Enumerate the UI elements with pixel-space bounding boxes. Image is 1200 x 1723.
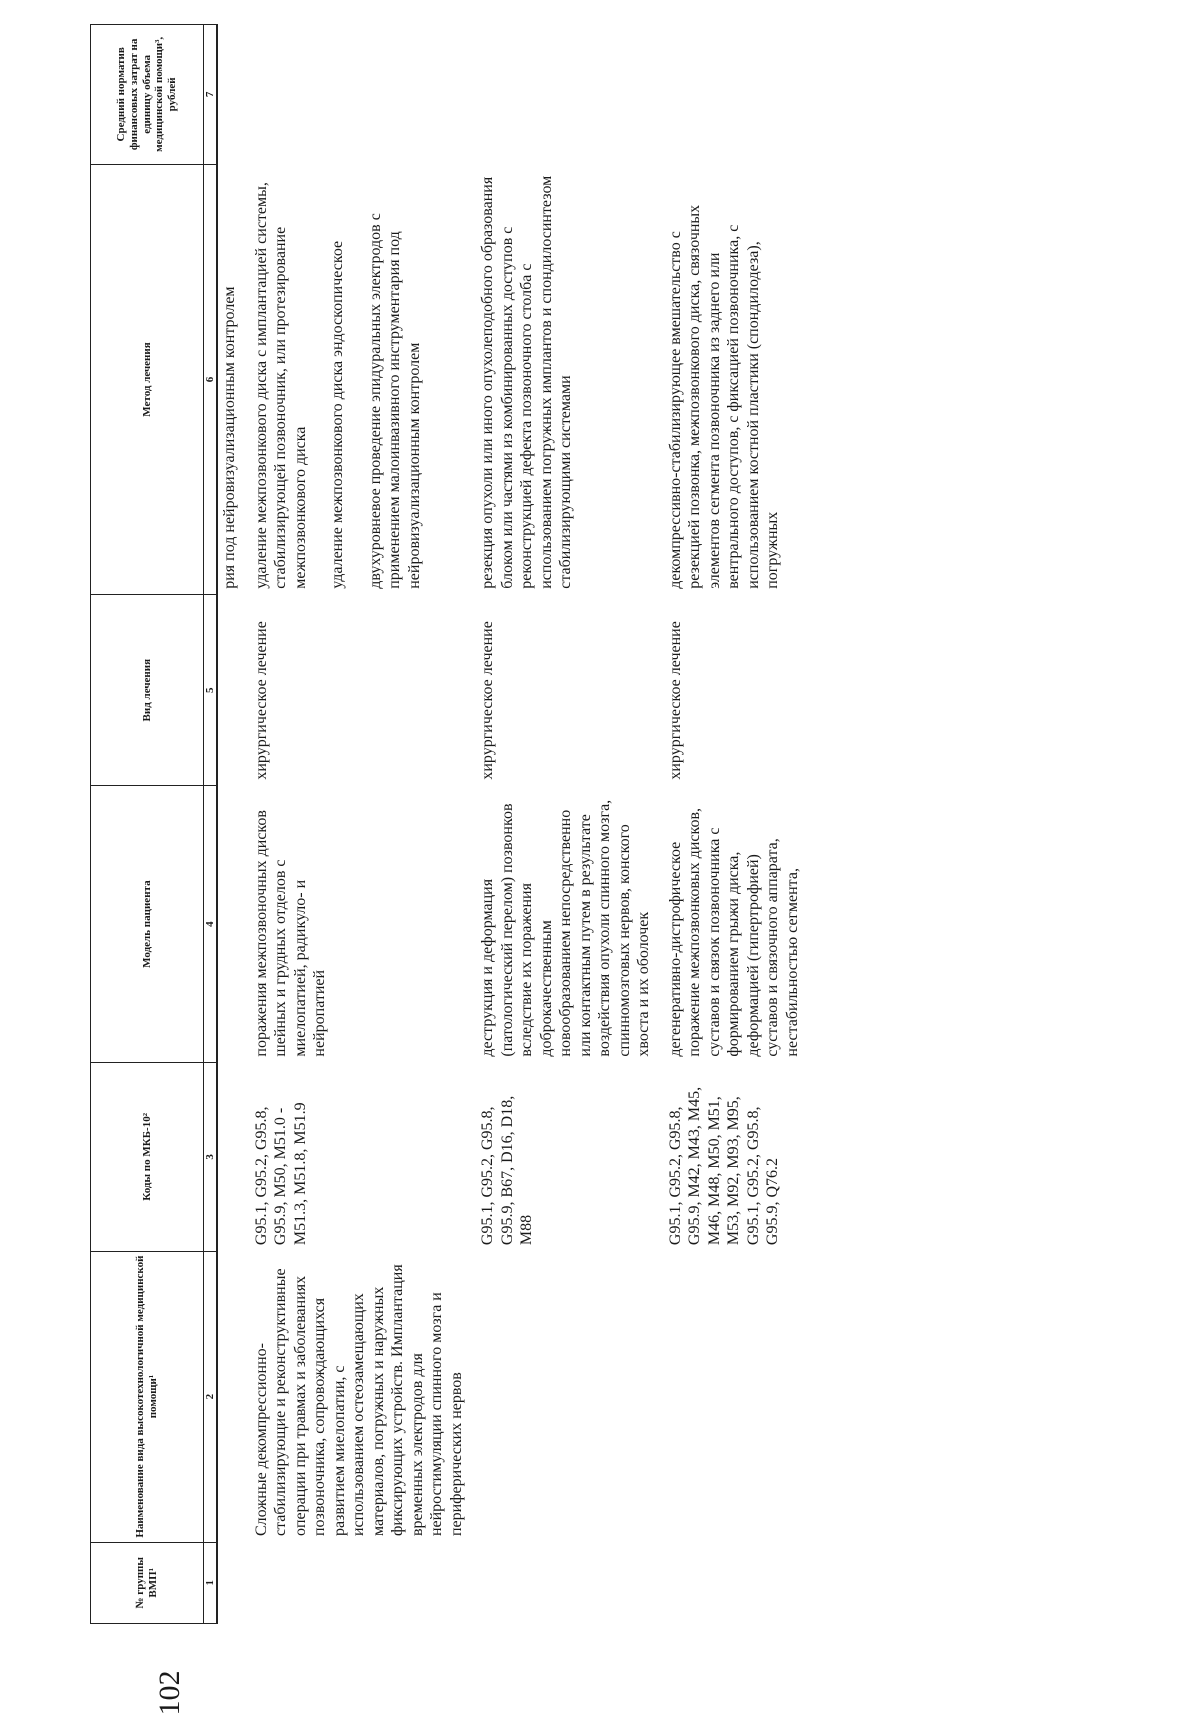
column-number: 6 xyxy=(204,164,218,595)
column-number: 2 xyxy=(204,1251,218,1542)
treatment-type: хирургическое лечение xyxy=(666,621,684,780)
header-row xyxy=(91,25,204,1624)
treatment-method: удаление межпозвонкового диска эндоскопическое xyxy=(329,240,347,589)
vmp-name xyxy=(468,1251,656,1542)
page-number: 102 xyxy=(153,1670,186,1716)
continuation-row xyxy=(217,25,242,1624)
vmp-name xyxy=(656,1251,805,1542)
group-number xyxy=(656,1542,805,1623)
patient-model: деструкция и деформация (патологический перелом) позвонков вследствие их поражения доброкачественным новообразованием непосредственно или контактным путем в результате воздействия опухоли спинного мозга, спинномозговых нервов, конского хвоста и их оболочек xyxy=(479,799,653,1057)
column-number: 3 xyxy=(204,1063,218,1252)
patient-model: поражения межпозвоночных дисков шейных и грудных отделов с миелопатией, радикуло- и нейропатией xyxy=(252,810,329,1057)
treatment-method: двухуровневое проведение эпидуральных электродов с применением малоинвазивного инструментария под нейровизуализационным контролем xyxy=(366,213,423,589)
header-treatment-type: Вид лечения xyxy=(91,595,204,786)
header-patient-model: Модель пациента xyxy=(91,786,204,1063)
column-number: 1 xyxy=(204,1542,218,1623)
icd-codes: G95.1, G95.2, G95.8, G95.9, M50, M51.0 - M51.3, M51.8, M51.9 xyxy=(252,1102,309,1246)
vmp-table xyxy=(90,24,804,1624)
treatment-type: хирургическое лечение xyxy=(479,621,497,780)
column-number-row xyxy=(204,25,218,1624)
average-cost xyxy=(468,25,656,165)
treatment-method: удаление межпозвонкового диска с имплантацией системы, стабилизирующей позвоночник, или протезирование межпозвонкового диска xyxy=(252,182,309,589)
continuation-method: рия под нейровизуализационным контролем xyxy=(221,286,238,589)
treatment-methods xyxy=(656,164,805,595)
treatment-method: декомпрессивно-стабилизирующее вмешательство с резекцией позвонка, межпозвонкового диска, связочных элементов сегмента позвоночника из заднего или вентрального доступов, с фиксацией позвоночника, с использованием костной пластики (спондилодеза), погружных xyxy=(666,204,782,589)
treatment-methods xyxy=(468,164,656,595)
icd-codes: G95.1, G95.2, G95.8, G95.9, M42, M43, M45, M46, M48, M50, M51, M53, M92, M93, M95, G95.1, G95.2, G95.8, G95.9, Q76.2 xyxy=(666,1086,782,1246)
treatment-type: хирургическое лечение xyxy=(252,621,270,780)
treatment-methods xyxy=(242,164,469,595)
column-number: 4 xyxy=(204,786,218,1063)
treatment-method: резекция опухоли или иного опухолеподобного образования блоком или частями из комбинированных доступов с реконструкцией дефекта позвоночного столба с использованием погружных имплантов и спондилосинтезом стабилизирующими системами xyxy=(479,175,575,589)
average-cost xyxy=(242,25,469,165)
header-average-cost: Средний норматив финансовых затрат на единицу объема медицинской помощи³, рублей xyxy=(91,25,204,165)
group-number xyxy=(468,1542,656,1623)
header-treatment-method: Метод лечения xyxy=(91,164,204,595)
table-row xyxy=(468,25,656,1624)
header-icd-codes: Коды по МКБ-10² xyxy=(91,1063,204,1252)
table-row xyxy=(242,25,469,1624)
icd-codes: G95.1, G95.2, G95.8, G95.9, B67, D16, D18, M88 xyxy=(479,1095,536,1246)
column-number: 7 xyxy=(204,25,218,165)
column-number: 5 xyxy=(204,595,218,786)
table-row xyxy=(656,25,805,1624)
average-cost xyxy=(656,25,805,165)
vmp-name: Сложные декомпрессионно-стабилизирующие и реконструктивные операции при травмах и заболеваниях позвоночника, сопровождающихся развитием миелопатии, с использованием остеозамещающих материалов, погружных и наружных фиксирующих устройств. Имплантация временных электродов для нейростимуляции спинного мозга и периферических нервов xyxy=(252,1264,465,1537)
header-vmp-name: Наименование вида высокотехнологичной медицинской помощи¹ xyxy=(91,1251,204,1542)
header-group-no: № группы ВМП¹ xyxy=(91,1542,204,1623)
group-number xyxy=(242,1542,469,1623)
patient-model: дегенеративно-дистрофическое поражение межпозвонковых дисков, суставов и связок позвоночника с формированием грыжи диска, деформацией (гипертрофией) суставов и связочного аппарата, нестабильностью сегмента, xyxy=(666,808,801,1057)
